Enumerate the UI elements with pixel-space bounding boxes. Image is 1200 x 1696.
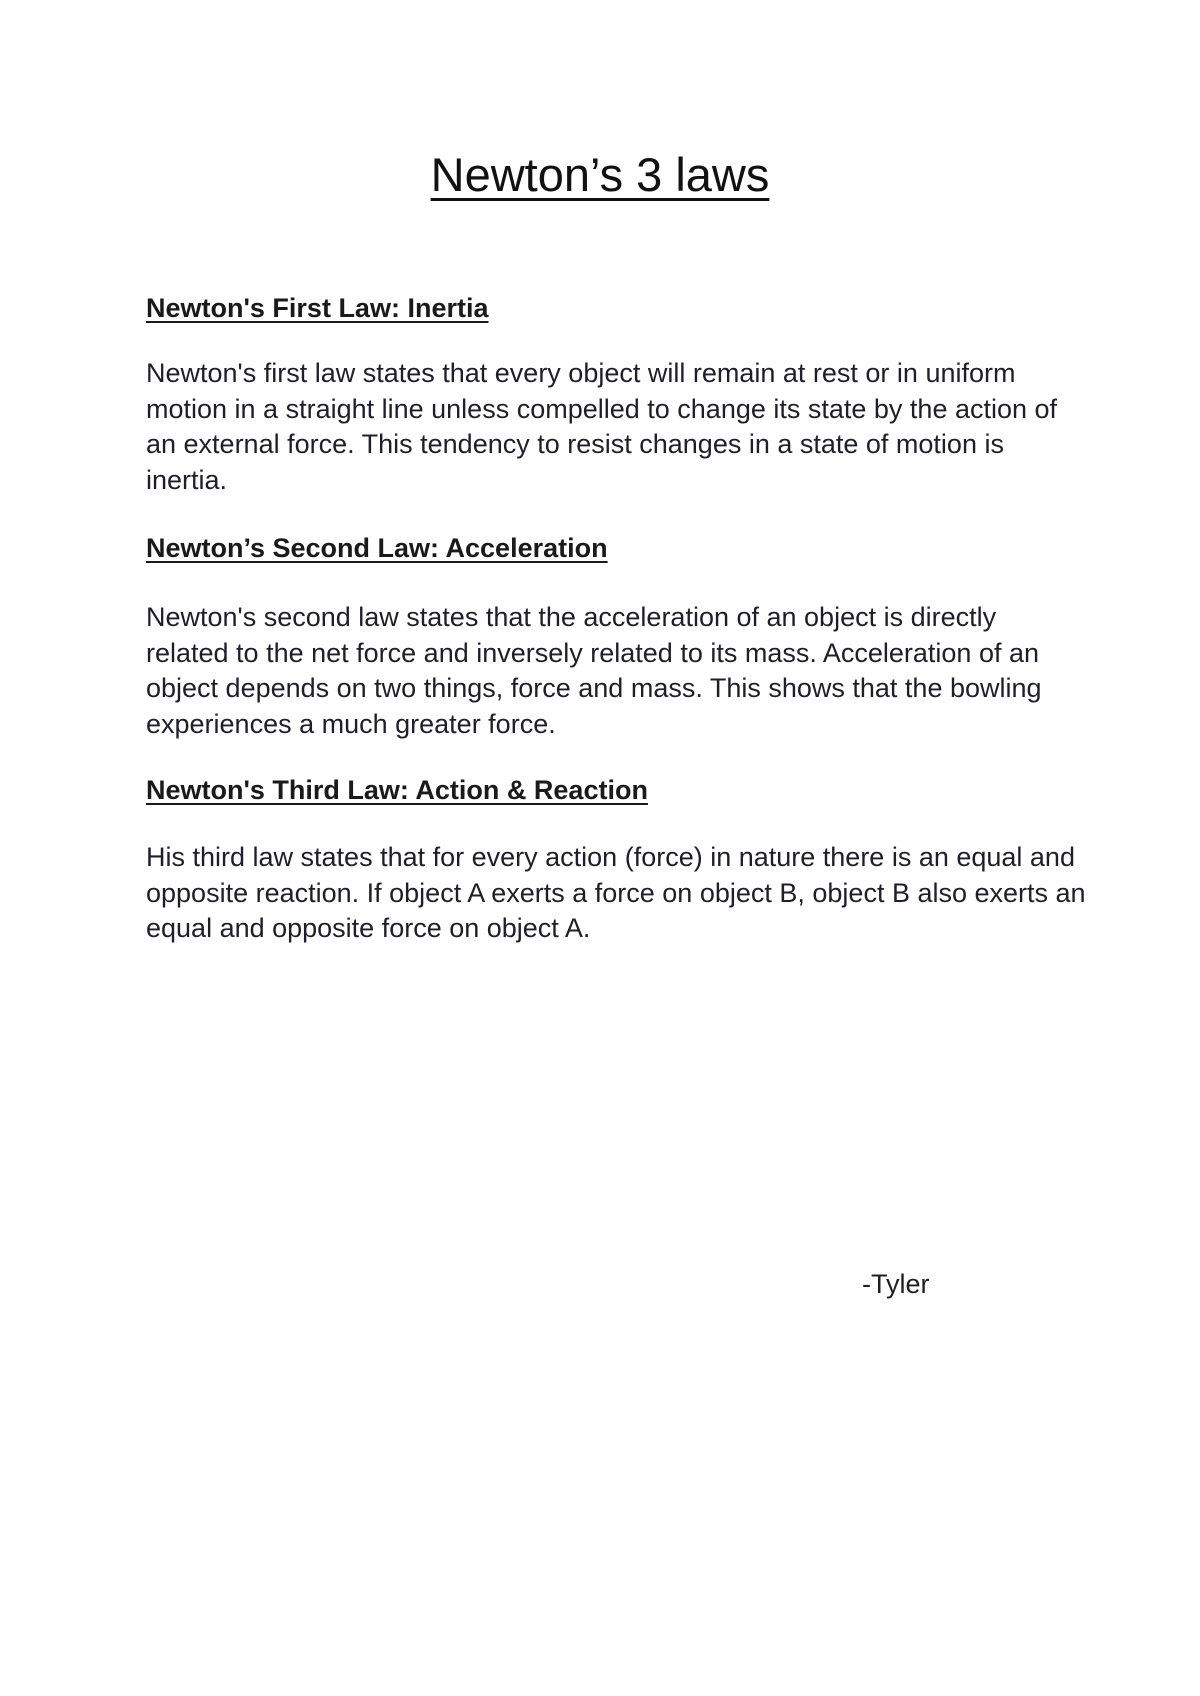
section-paragraph: Newton's second law states that the acceleration of an object is directly related to the net force and inversely related to its mass. Acceleration of an object depends on two things, force and mass. This shows that the bowling experiences a much greater force. xyxy=(146,602,1042,739)
section-paragraph: His third law states that for every action (force) in nature there is an equal and opposite reaction. If object A exerts a force on object B, object B also exerts an equal and opposite force on object A. xyxy=(146,842,1086,943)
section-first-law xyxy=(146,290,1086,498)
section-heading: Newton’s Second Law: Acceleration xyxy=(146,533,608,563)
section-heading: Newton's First Law: Inertia xyxy=(146,293,489,323)
section-paragraph: Newton's first law states that every object will remain at rest or in uniform motion in a straight line unless compelled to change its state by the action of an external force. This tendency to resist changes in a state of motion is inertia. xyxy=(146,358,1058,495)
author-signature: -Tyler xyxy=(862,1269,930,1299)
section-third-law xyxy=(146,772,1086,947)
page-title: Newton’s 3 laws xyxy=(430,148,770,201)
section-heading: Newton's Third Law: Action & Reaction xyxy=(146,775,648,805)
document-body xyxy=(146,290,1086,947)
section-second-law xyxy=(146,530,1086,742)
